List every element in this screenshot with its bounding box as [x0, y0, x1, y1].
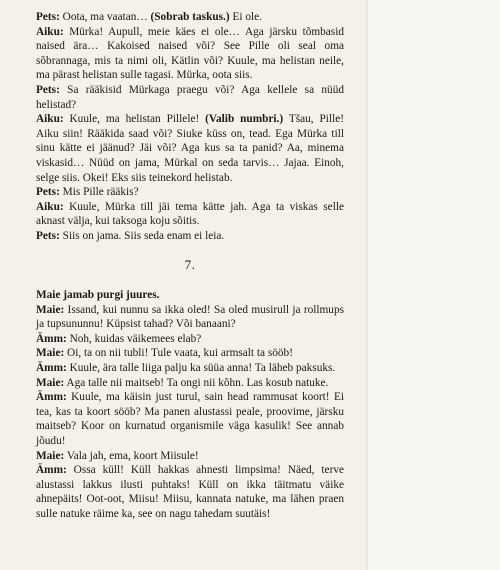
dialogue-text: Kuule, Mürka till jäi tema kätte jah. Aga ta viskas selle aknast välja, kui taksoga koju sõitis. — [36, 200, 344, 228]
dialogue-line — [36, 83, 344, 112]
dialogue-line — [36, 303, 344, 332]
page-text — [36, 10, 344, 522]
chapter-number: 7. — [184, 256, 196, 272]
dialogue-line — [36, 361, 344, 376]
stage-direction: (Sobrab taskus.) — [150, 11, 230, 23]
blank-background — [369, 0, 500, 570]
dialogue-text: Kuule, ma käisin just turul, sain head rammusat koort! Ei tea, kas ta koort sööb? Ma panen alustassi peale, proovime, järsku maitseb? Koor on kurnatud organismile väga kasulik! See annab jõudu! — [36, 391, 344, 448]
speaker-name: Maie: — [36, 347, 65, 360]
dialogue-text: Issand, kui nunnu sa ikka oled! Sa oled musirull ja rollmups ja tupsununnu! Küpsist tahad? Või banaani? — [36, 303, 344, 331]
dialogue-text: Noh, kuidas väikemees elab? — [66, 332, 202, 345]
dialogue-line — [36, 332, 344, 347]
speaker-name: Ämm: — [36, 464, 67, 477]
dialogue-text: Mürka! Aupull, meie käes ei ole… Aga järsku tõmbasid naised ära… Kakoised naised või? See Pille oli seal oma sõbrannaga, mis ta nimi oli, Kätlin või? Kuule, ma helistan neile, ma pärast helistan sulle tagasi. Mürka, oota siis. — [36, 25, 344, 82]
speaker-name: Pets: — [36, 11, 60, 23]
speaker-name: Maie: — [36, 303, 65, 316]
dialogue-text: Tšau, Pille! Aiku siin! Rääkida saad või? Siuke küss on, tead. Ega Mürka till sinu kätte ei jäänud? Jäi või? Aga kus sa ta panid? Aa, minema viskasid… Nüüd on jama, Mürkal on seda tarvis… Jajaa. Einoh, selge siis. Okei! Eks siis teinekord helistab. — [36, 113, 344, 184]
dialogue-text: Kuule, ära talle liiga palju ka süüa anna! Ta läheb paksuks. — [66, 362, 336, 375]
dialogue-line — [36, 390, 344, 448]
speaker-name: Pets: — [36, 229, 60, 242]
dialogue-line — [36, 112, 344, 185]
stage-direction: (Valib numbri.) — [205, 113, 284, 126]
dialogue-text: Kuule, ma helistan Pillele! — [63, 113, 206, 126]
speaker-name: Ämm: — [36, 362, 67, 375]
speaker-name: Pets: — [36, 83, 60, 96]
speaker-name: Aiku: — [36, 200, 64, 213]
speaker-name: Ämm: — [36, 332, 67, 345]
dialogue-text: Oi, ta on nii tubli! Tule vaata, kui armsalt ta sööb! — [64, 347, 293, 360]
dialogue-text: Ei ole. — [229, 11, 262, 23]
dialogue-text: Sa rääkisid Mürkaga praegu või? Aga kellele sa nüüd helistad? — [36, 83, 344, 111]
speaker-name: Aiku: — [36, 25, 64, 38]
dialogue-line — [36, 463, 344, 521]
dialogue-text: Oota, ma vaatan… — [59, 11, 151, 23]
speaker-name: Ämm: — [36, 391, 67, 404]
speaker-name: Maie: — [36, 449, 65, 462]
dialogue-line — [36, 10, 344, 25]
dialogue-text: Siis on jama. Siis seda enam ei leia. — [59, 229, 225, 242]
dialogue-line — [36, 185, 344, 200]
dialogue-line — [36, 449, 344, 464]
speaker-name: Aiku: — [36, 113, 64, 126]
dialogue-line — [36, 346, 344, 361]
dialogue-line — [36, 200, 344, 229]
speaker-name: Maie: — [36, 376, 65, 389]
scene-title: Maie jamab purgi juures. — [36, 289, 160, 302]
dialogue-line — [36, 376, 344, 391]
dialogue-part-1 — [36, 10, 344, 244]
dialogue-line — [36, 25, 344, 83]
dialogue-text: Aga talle nii maitseb! Ta ongi nii kõhn. Las kosub natuke. — [64, 376, 329, 389]
dialogue-text: Mis Pille rääkis? — [59, 186, 139, 199]
speaker-name: Pets: — [36, 186, 60, 199]
dialogue-text: Vala jah, ema, koort Miisule! — [64, 449, 199, 462]
dialogue-part-2 — [36, 303, 344, 522]
dialogue-line — [36, 229, 344, 244]
dialogue-text: Ossa küll! Küll hakkas ahnesti limpsima! Näed, terve alustassi lakkus ilusti puhtaks! Küll on ikka täitmatu väike ahnepäits! Oot-oot, Miisu! Miisu, kannata natuke, ma lähen praen sulle natuke räime ka, see on nagu tahedam suutäis! — [36, 464, 344, 520]
